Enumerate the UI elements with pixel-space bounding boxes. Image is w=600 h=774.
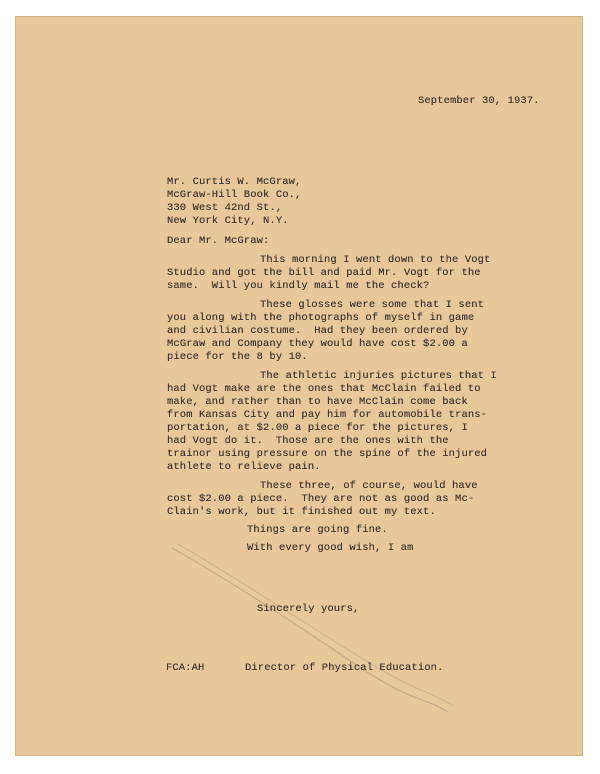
recipient-line: Mr. Curtis W. McGraw, [167,176,302,188]
recipient-line: 330 West 42nd St., [167,202,283,214]
body-line: piece for the 8 by 10. [167,351,308,363]
body-line: make, and rather than to have McClain come back [167,396,468,408]
body-line: McGraw and Company they would have cost $2.00 a [167,338,468,350]
body-line: Things are going fine. [247,524,388,536]
body-line: portation, at $2.00 a piece for the pictures, I [167,422,468,434]
signer-title: Director of Physical Education. [245,662,444,674]
body-line: had Vogt make are the ones that McClain failed to [167,383,481,395]
body-line: These glosses were some that I sent [260,299,485,311]
recipient-line: McGraw-Hill Book Co., [167,189,302,201]
body-line: These three, of course, would have [260,480,478,492]
body-line: This morning I went down to the Vogt [260,254,491,266]
body-line: had Vogt do it. Those are the ones with the [167,435,449,447]
body-line: you along with the photographs of myself in game [167,312,475,324]
body-line: Clain's work, but it finished out my text. [167,506,436,518]
body-line: Studio and got the bill and paid Mr. Vogt for the [167,267,481,279]
letter-date: September 30, 1937. [418,95,540,107]
closing: Sincerely yours, [257,603,360,615]
body-line: same. Will you kindly mail me the check? [167,280,430,292]
body-line: trainor using pressure on the spine of the injured [167,448,488,460]
body-line: With every good wish, I am [247,542,414,554]
salutation: Dear Mr. McGraw: [167,235,270,247]
recipient-line: New York City, N.Y. [167,215,289,227]
body-line: from Kansas City and pay him for automobile trans- [167,409,488,421]
body-line: cost $2.00 a piece. They are not as good as Mc- [167,493,475,505]
body-line: athlete to relieve pain. [167,461,321,473]
initials: FCA:AH [166,662,205,674]
body-line: and civilian costume. Had they been ordered by [167,325,468,337]
body-line: The athletic injuries pictures that I [260,370,497,382]
